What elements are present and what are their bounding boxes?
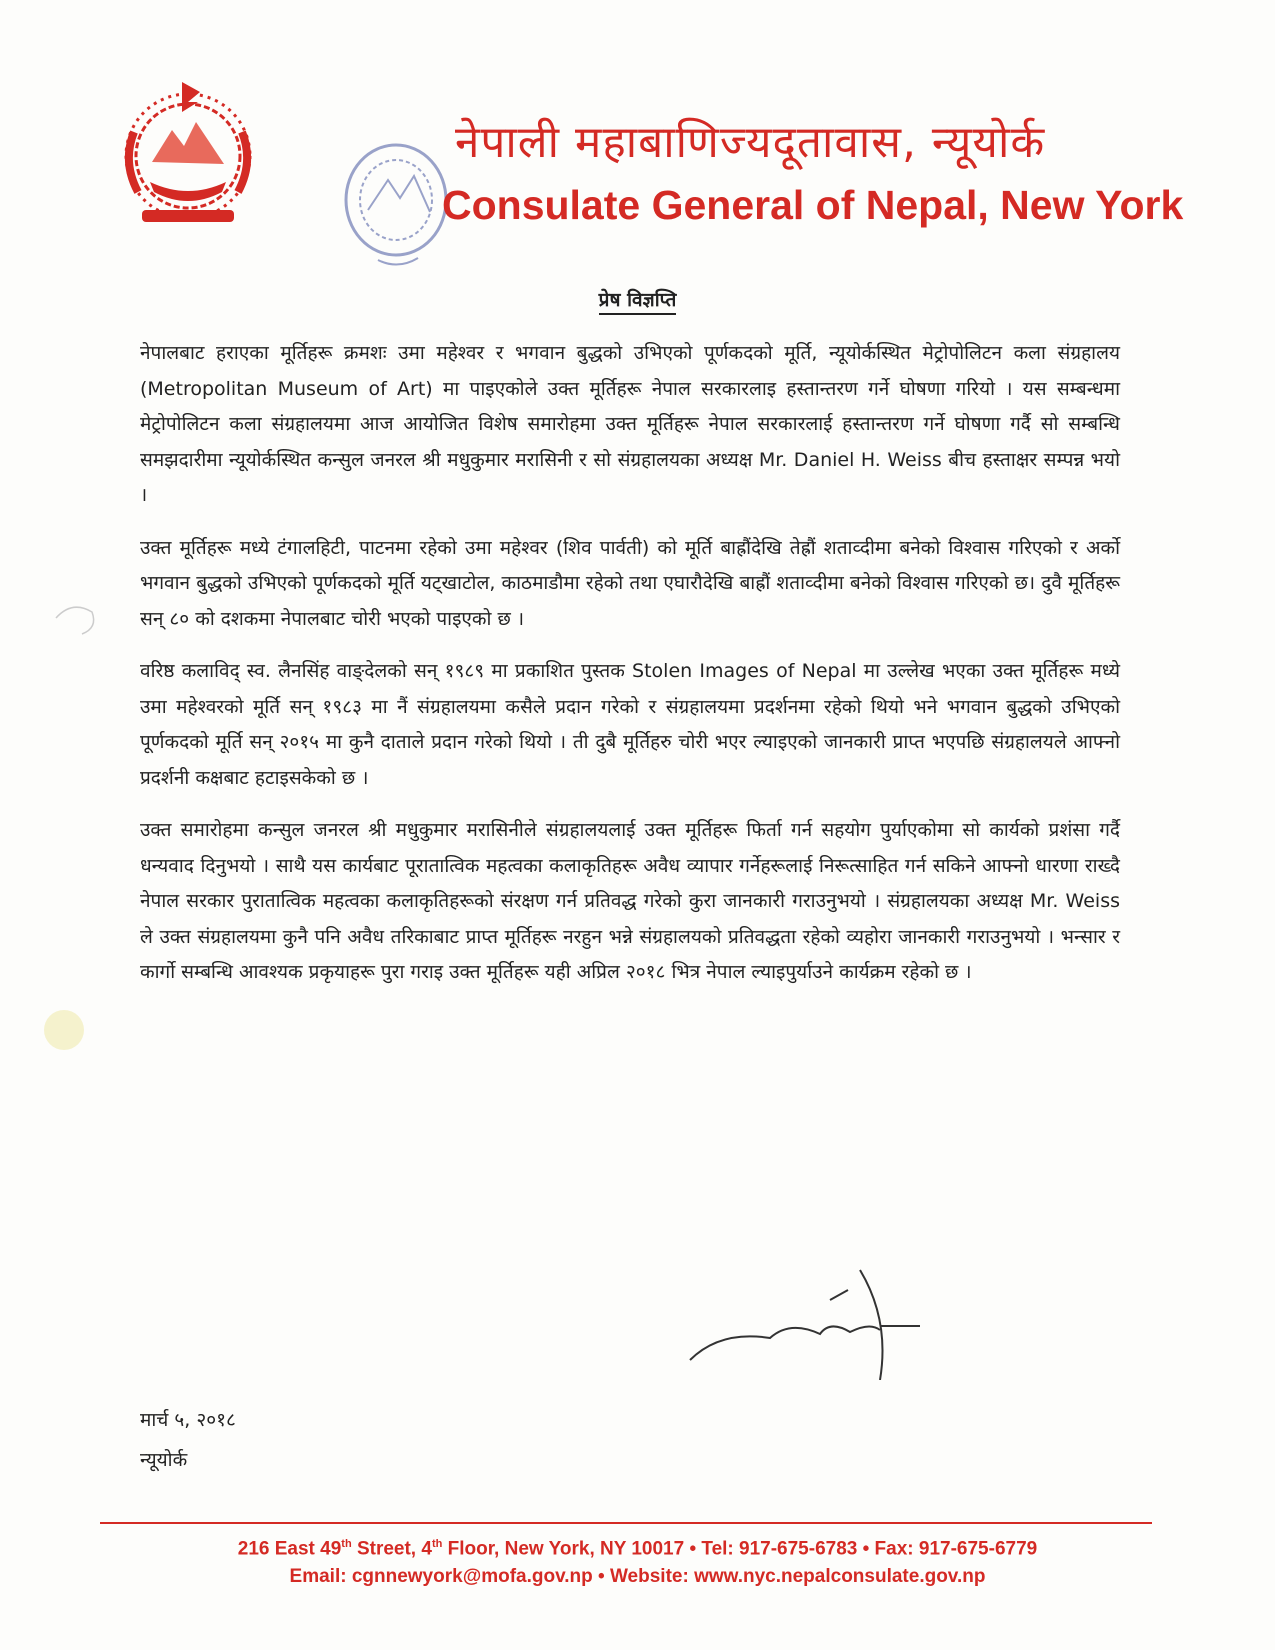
press-release-heading	[0, 286, 1275, 312]
title-nepali: नेपाली महाबाणिज्यदूतावास, न्यूयोर्क	[455, 117, 1046, 168]
footer-divider	[100, 1522, 1152, 1524]
paragraph-3: वरिष्ठ कलाविद् स्व. लैनसिंह वाङ्देलको सन् १९८९ मा प्रकाशित पुस्तक Stolen Images of Nepal मा उल्लेख भएका उक्त मूर्तिहरू मध्ये उमा महेश्वरको मूर्ति सन् १९८३ मा नैं संग्रहालयमा कसैले प्रदान गरेको र संग्रहालयमा प्रदर्शनमा रहेको थियो भने भगवान बुद्धको उभिएको पूर्णकदको मूर्ति सन् २०१५ मा कुनै दाताले प्रदान गरेको थियो । ती दुबै मूर्तिहरु चोरी भएर ल्याइएको जानकारी प्राप्त भएपछि संग्रहालयले आफ्नो प्रदर्शनी कक्षबाट हटाइसकेको छ ।	[140, 660, 1120, 789]
margin-dot-icon	[44, 1010, 84, 1050]
footer-contact-line: Email: cgnnewyork@mofa.gov.np • Website: www.nyc.nepalconsulate.gov.np	[289, 1566, 986, 1588]
paragraph-1: नेपालबाट हराएका मूर्तिहरू क्रमशः उमा महेश्वर र भगवान बुद्धको उभिएको पूर्णकदको मूर्ति, न्यूयोर्कस्थित मेट्रोपोलिटन कला संग्रहालय (Metropolitan Museum of Art) मा पाइएकोले उक्त मूर्तिहरू नेपाल सरकारलाइ हस्तान्तरण गर्ने घोषणा गरियो । यस सम्बन्धमा मेट्रोपोलिटन कला संग्रहालयमा आज आयोजित विशेष समारोहमा उक्त मूर्तिहरू नेपाल सरकारलाई हस्तान्तरण गर्ने घोषणा गर्दै सो सम्बन्धि समझदारीमा न्यूयोर्कस्थित कन्सुल जनरल श्री मधुकुमार मरासिनी र सो संग्रहालयका अध्यक्ष Mr. Daniel H. Weiss बीच हस्ताक्षर सम्पन्न भयो ।	[140, 342, 1120, 506]
date-text: मार्च ५, २०१८	[140, 1409, 236, 1431]
paragraph-2: उक्त मूर्तिहरू मध्ये टंगालहिटी, पाटनमा रहेको उमा महेश्वर (शिव पार्वती) को मूर्ति बाह्रौंदेखि तेह्रौं शताव्दीमा बनेको विश्वास गरिएको र अर्को भगवान बुद्धको उभिएको पूर्णकदको मूर्ति यट्खाटोल, काठमाडौमा रहेको तथा एघारौदेखि बाह्रौं शताव्दीमा बनेको विश्वास गरिएको छ। दुवै मूर्तिहरू सन् ८० को दशकमा नेपालबाट चोरी भएको पाइएको छ ।	[140, 536, 1120, 630]
footer-address-line: 216 East 49th Street, 4th Floor, New York, NY 10017 • Tel: 917-675-6783 • Fax: 917-675-6779	[237, 1538, 1038, 1560]
title-english: Consulate General of Nepal, New York	[442, 182, 1184, 228]
date-place-block	[140, 1400, 236, 1480]
heading-text: प्रेष विज्ञप्ति	[599, 289, 677, 315]
place-text: न्यूयोर्क	[140, 1449, 188, 1471]
margin-mark-icon	[52, 598, 100, 638]
consulate-seal-stamp-icon	[338, 140, 453, 280]
nepal-emblem-icon	[112, 72, 264, 232]
footer	[0, 1530, 1275, 1591]
press-release-body	[140, 336, 1120, 1008]
paragraph-4: उक्त समारोहमा कन्सुल जनरल श्री मधुकुमार मरासिनीले संग्रहालयलाई उक्त मूर्तिहरू फिर्ता गर्न सहयोग पुर्याएकोमा सो कार्यको प्रशंसा गर्दै धन्यवाद दिनुभयो । साथै यस कार्यबाट पूरातात्विक महत्वका कलाकृतिहरू अवैध व्यापार गर्नेहरूलाई निरूत्साहित गर्न सकिने आफ्नो धारणा राख्दै नेपाल सरकार पुरातात्विक महत्वका कलाकृतिहरूको संरक्षण गर्न प्रतिवद्ध गरेको कुरा जानकारी गराउनुभयो । संग्रहालयका अध्यक्ष Mr. Weiss ले उक्त संग्रहालयमा कुनै पनि अवैध तरिकाबाट प्राप्त मूर्तिहरू नरहुन भन्ने संग्रहालयको प्रतिवद्धता रहेको व्यहोरा जानकारी गराउनुभयो । भन्सार र कार्गो सम्बन्धि आवश्यक प्रकृयाहरू पुरा गराइ उक्त मूर्तिहरू यही अप्रिल २०१८ भित्र नेपाल ल्याइपुर्याउने कार्यक्रम रहेको छ ।	[140, 819, 1120, 983]
signature-icon	[680, 1260, 980, 1380]
